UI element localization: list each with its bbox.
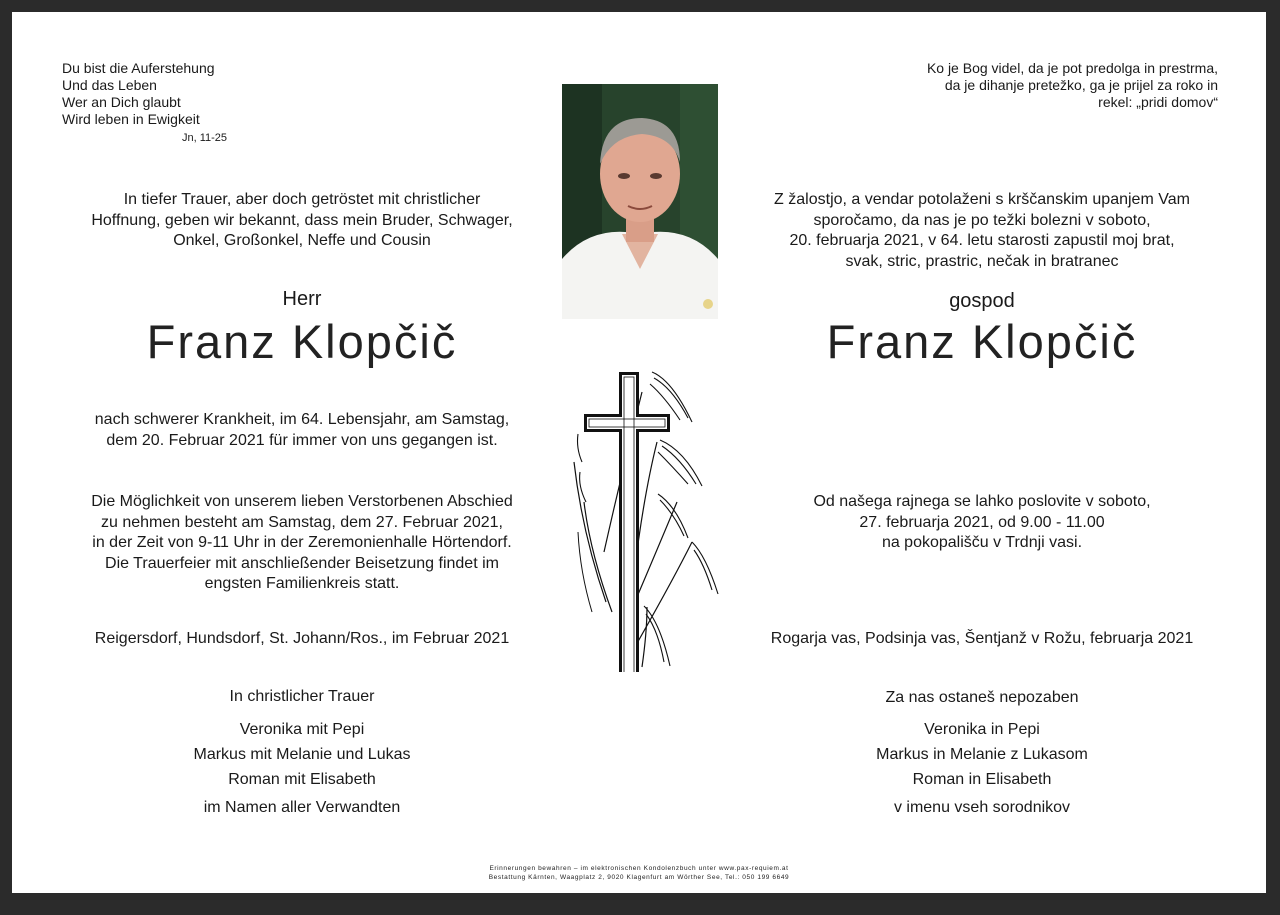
quote-line: Ko je Bog videl, da je pot predolga in prestrma, (926, 60, 1218, 76)
text-line: Onkel, Großonkel, Neffe und Cousin (173, 232, 431, 249)
text-line: zu nehmen besteht am Samstag, dem 27. Februar 2021, (100, 513, 503, 531)
german-deceased-name: Franz Klopčič (146, 315, 458, 368)
german-mourning: In christlicher Trauer (229, 688, 375, 705)
slovene-family-list (707, 717, 1257, 792)
slovene-deceased-name: Franz Klopčič (826, 315, 1138, 368)
footer-line: Erinnerungen bewahren – im elektronischen Kondolenzbuch unter www.pax-requiem.at (489, 865, 789, 872)
text-line: Die Möglichkeit von unserem lieben Verstorbenen Abschied (91, 493, 513, 510)
text-line: sporočamo, da nas je po težki bolezni v soboto, (813, 211, 1151, 229)
german-place-date: Reigersdorf, Hundsdorf, St. Johann/Ros., im Februar 2021 (94, 630, 510, 647)
text-line: 27. februarja 2021, od 9.00 - 11.00 (859, 513, 1105, 531)
text-line: Z žalostjo, a vendar potolaženi s krščanskim upanjem Vam (774, 191, 1190, 208)
quote-reference: Jn, 11-25 (182, 132, 228, 144)
text-line: na pokopališču v Trdnji vasi. (881, 534, 1083, 551)
portrait-image (562, 84, 718, 319)
text-line: In tiefer Trauer, aber doch getröstet mit christlicher (123, 191, 481, 208)
bible-quote (62, 60, 302, 147)
german-family-list (32, 717, 572, 792)
slovene-farewell-info (707, 492, 1257, 554)
obituary-card (12, 12, 1266, 893)
text-line: Die Trauerfeier mit anschließender Beisetzung findet im (105, 554, 499, 572)
german-relatives: im Namen aller Verwandten (203, 799, 401, 816)
slovene-intro (707, 190, 1257, 272)
text-line: nach schwerer Krankheit, im 64. Lebensjahr, am Samstag, (94, 411, 510, 428)
german-intro (32, 190, 572, 252)
german-honorific: Herr (282, 288, 322, 310)
quote-line: Und das Leben (62, 77, 157, 93)
slovene-mourning: Za nas ostaneš nepozaben (885, 689, 1079, 706)
text-line: in der Zeit von 9-11 Uhr in der Zeremonienhalle Hörtendorf. (92, 534, 512, 551)
quote-line: rekel: „pridi domov“ (1098, 94, 1218, 110)
footer-line: Bestattung Kärnten, Waagplatz 2, 9020 Klagenfurt am Wörther See, Tel.: 050 199 6649 (488, 874, 790, 881)
quote-line: da je dihanje pretežko, ga je prijel za roko in (944, 77, 1218, 93)
german-farewell-info (32, 492, 572, 595)
quote-line: Wird leben in Ewigkeit (62, 111, 200, 127)
text-line: svak, stric, prastric, nečak in bratranec (845, 252, 1119, 270)
portrait-photo (562, 84, 718, 319)
slovene-honorific: gospod (949, 290, 1015, 312)
family-member: Markus mit Melanie und Lukas (193, 746, 411, 763)
family-member: Roman mit Elisabeth (228, 771, 376, 788)
slovene-place-date: Rogarja vas, Podsinja vas, Šentjanž v Rožu, februarja 2021 (770, 630, 1194, 647)
text-line: dem 20. Februar 2021 für immer von uns gegangen ist. (106, 431, 498, 449)
text-line: Hoffnung, geben wir bekannt, dass mein Bruder, Schwager, (91, 211, 513, 229)
cross-wheat-icon (562, 352, 722, 672)
slovene-quote (858, 60, 1218, 111)
german-death-notice (32, 410, 572, 451)
family-member: Veronika mit Pepi (239, 721, 365, 738)
text-line: engsten Familienkreis statt. (204, 575, 400, 592)
family-member: Roman in Elisabeth (912, 771, 1052, 788)
slovene-relatives: v imenu vseh sorodnikov (893, 799, 1071, 816)
quote-line: Du bist die Auferstehung (62, 60, 215, 76)
footer (12, 864, 1266, 882)
text-line: 20. februarja 2021, v 64. letu starosti zapustil moj brat, (789, 232, 1175, 249)
text-line: Od našega rajnega se lahko poslovite v soboto, (813, 493, 1151, 510)
family-member: Veronika in Pepi (924, 721, 1040, 738)
family-member: Markus in Melanie z Lukasom (876, 746, 1088, 763)
quote-line: Wer an Dich glaubt (62, 94, 181, 110)
